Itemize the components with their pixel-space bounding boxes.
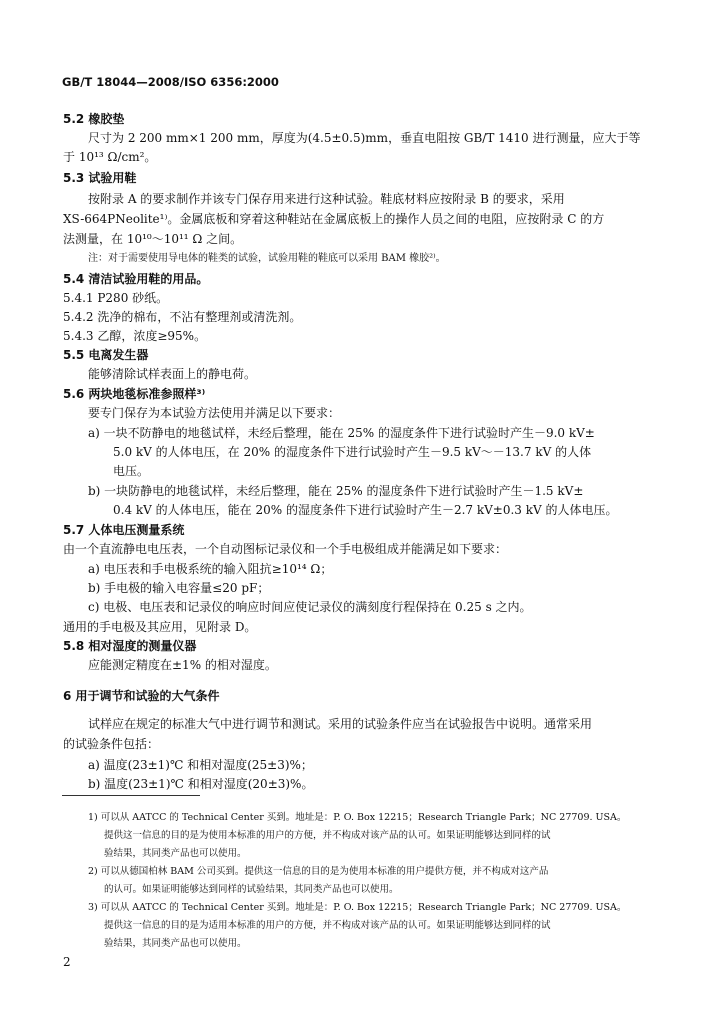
standard-header: GB/T 18044—2008/ISO 6356:2000 xyxy=(62,75,279,89)
footnote-rule xyxy=(62,795,200,796)
footnote-line: 1) 可以从 AATCC 的 Technical Center 买到。地址是：P. O. Box 12215；Research Triangle Park；NC 27709. USA。 xyxy=(88,812,627,823)
list-item-line: a) 一块不防静电的地毯试样，未经后整理，能在 25% 的湿度条件下进行试验时产生－9.0 kV± xyxy=(88,426,595,440)
footnote-line: 验结果，其同类产品也可以使用。 xyxy=(104,938,247,949)
paragraph-line: 试样应在规定的标准大气中进行调节和测试。采用的试验条件应当在试验报告中说明。通常采用 xyxy=(88,717,593,731)
section-heading-5-5: 5.5 电离发生器 xyxy=(63,348,149,362)
section-heading-5-2: 5.2 橡胶垫 xyxy=(63,112,125,126)
footnote-line: 验结果，其同类产品也可以使用。 xyxy=(104,848,247,859)
paragraph-line: 要专门保存为本试验方法使用并满足以下要求： xyxy=(88,406,341,420)
section-heading-5-7: 5.7 人体电压测量系统 xyxy=(63,523,185,537)
list-item-line: a) 温度(23±1)℃ 和相对湿度(25±3)%； xyxy=(88,758,313,772)
subsection-line: 5.4.2 洗净的棉布，不沾有整理剂或清洗剂。 xyxy=(63,310,302,324)
footnote-line: 的认可。如果证明能够达到同样的试验结果，其同类产品也可以使用。 xyxy=(104,884,399,895)
paragraph-line: 能够清除试样表面上的静电荷。 xyxy=(88,367,257,381)
paragraph-line: 的试验条件包括： xyxy=(63,737,160,751)
footnote-line: 2) 可以从德国柏林 BAM 公司买到。提供这一信息的目的是为使用本标准的用户提供方便，并不构成对这产品 xyxy=(88,866,549,877)
section-heading-5-8: 5.8 相对湿度的测量仪器 xyxy=(63,639,197,653)
section-heading-5-4: 5.4 清洁试验用鞋的用品。 xyxy=(63,272,209,286)
list-item-line: 5.0 kV 的人体电压，在 20% 的湿度条件下进行试验时产生－9.5 kV～－13.7 kV 的人体 xyxy=(113,445,592,459)
subsection-line: 5.4.3 乙醇，浓度≥95%。 xyxy=(63,329,207,343)
footnote-line: 提供这一信息的目的是为使用本标准的用户的方便，并不构成对该产品的认可。如果证明能够达到同样的试 xyxy=(104,830,551,841)
list-item-line: b) 一块防静电的地毯试样，未经后整理，能在 25% 的湿度条件下进行试验时产生－1.5 kV± xyxy=(88,484,584,498)
list-item-line: 0.4 kV 的人体电压，能在 20% 的湿度条件下进行试验时产生－2.7 kV±0.3 kV 的人体电压。 xyxy=(113,503,618,517)
paragraph-line: 由一个直流静电电压表，一个自动图标记录仪和一个手电极组成并能满足如下要求： xyxy=(63,542,508,556)
footnote-line: 提供这一信息的目的是为适用本标准的用户的方便，并不构成对该产品的认可。如果证明能够达到同样的试 xyxy=(104,920,551,931)
footnote-line: 3) 可以从 AATCC 的 Technical Center 买到。地址是：P. O. Box 12215；Research Triangle Park；NC 27709. USA。 xyxy=(88,902,627,913)
section-heading-5-3: 5.3 试验用鞋 xyxy=(63,171,137,185)
list-item-line: a) 电压表和手电极系统的输入阻抗≥10¹⁴ Ω； xyxy=(88,562,333,576)
paragraph-line: 尺寸为 2 200 mm×1 200 mm，厚度为(4.5±0.5)mm，垂直电阻按 GB/T 1410 进行测量，应大于等 xyxy=(88,131,641,145)
paragraph-line: XS-664PNeolite¹⁾。金属底板和穿着这种鞋站在金属底板上的操作人员之间的电阻，应按附录 C 的方 xyxy=(63,212,605,226)
paragraph-line: 按附录 A 的要求制作并该专门保存用来进行这种试验。鞋底材料应按附录 B 的要求，采用 xyxy=(88,192,565,206)
list-item-line: 电压。 xyxy=(113,464,150,478)
subsection-line: 5.4.1 P280 砂纸。 xyxy=(63,291,169,305)
page-number: 2 xyxy=(63,955,71,969)
note-line: 注：对于需要使用导电体的鞋类的试验，试验用鞋的鞋底可以采用 BAM 橡胶²⁾。 xyxy=(88,253,446,264)
list-item-line: c) 电极、电压表和记录仪的响应时间应使记录仪的满刻度行程保持在 0.25 s 之内。 xyxy=(88,600,532,614)
paragraph-line: 通用的手电极及其应用，见附录 D。 xyxy=(63,620,257,634)
list-item-line: b) 手电极的输入电容量≤20 pF； xyxy=(88,581,270,595)
paragraph-line: 应能测定精度在±1% 的相对湿度。 xyxy=(88,658,277,672)
paragraph-line: 于 10¹³ Ω/cm²。 xyxy=(63,150,157,164)
section-heading-5-6: 5.6 两块地毯标准参照样³⁾ xyxy=(63,387,206,401)
list-item-line: b) 温度(23±1)℃ 和相对湿度(20±3)%。 xyxy=(88,777,314,791)
section-heading-6: 6 用于调节和试验的大气条件 xyxy=(63,689,220,703)
paragraph-line: 法测量，在 10¹⁰～10¹¹ Ω 之间。 xyxy=(63,232,243,246)
